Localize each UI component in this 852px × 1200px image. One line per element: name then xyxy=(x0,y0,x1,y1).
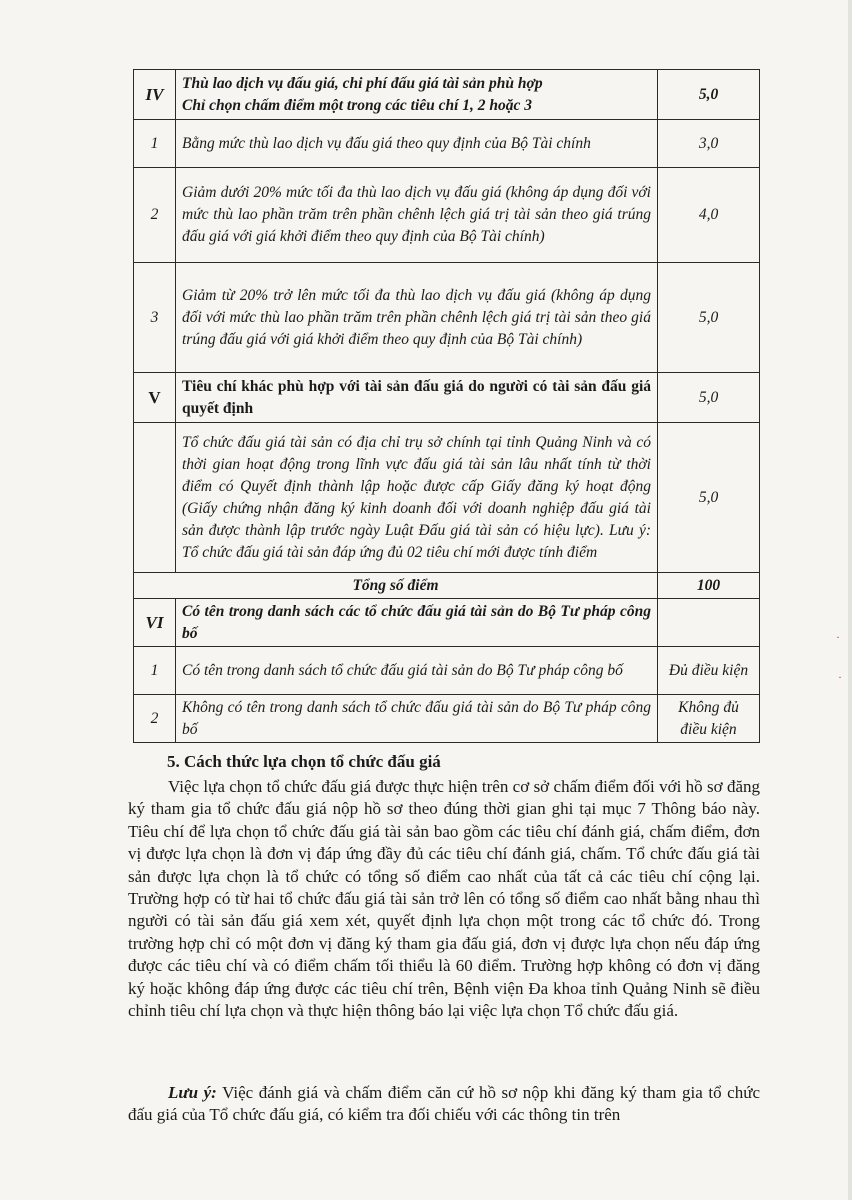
margin-speck: · xyxy=(838,670,842,684)
table-row-total xyxy=(134,573,760,599)
criterion-text: Bằng mức thù lao dịch vụ đấu giá theo quy định của Bộ Tài chính xyxy=(176,120,658,168)
total-label: Tổng số điểm xyxy=(134,573,658,599)
note-paragraph xyxy=(128,1082,760,1127)
criterion-text: Không có tên trong danh sách tổ chức đấu giá tài sản do Bộ Tư pháp công bố xyxy=(176,695,658,743)
table-row xyxy=(134,373,760,423)
criterion-score: 3,0 xyxy=(658,120,760,168)
row-number: 2 xyxy=(134,695,176,743)
row-number: IV xyxy=(134,70,176,120)
criterion-score: 5,0 xyxy=(658,70,760,120)
row-number: V xyxy=(134,373,176,423)
criterion-title xyxy=(176,70,658,120)
criterion-score: 4,0 xyxy=(658,168,760,263)
criterion-score: 5,0 xyxy=(658,423,760,573)
criterion-text: Có tên trong danh sách tổ chức đấu giá tài sản do Bộ Tư pháp công bố xyxy=(176,647,658,695)
table-row xyxy=(134,647,760,695)
section-heading: 5. Cách thức lựa chọn tổ chức đấu giá xyxy=(167,752,441,771)
criterion-heading: Thù lao dịch vụ đấu giá, chi phí đấu giá tài sản phù hợp xyxy=(182,74,543,92)
criterion-text: Giảm dưới 20% mức tối đa thù lao dịch vụ đấu giá (không áp dụng đối với mức thù lao phần trăm trên phần chênh lệch giá trị tài sản theo giá trúng đấu giá với giá khởi điểm theo quy định của Bộ Tài chính) xyxy=(176,168,658,263)
criterion-score: Không đủ điều kiện xyxy=(658,695,760,743)
criterion-score: 5,0 xyxy=(658,263,760,373)
criterion-score xyxy=(658,599,760,647)
row-number: VI xyxy=(134,599,176,647)
criterion-text: Giảm từ 20% trở lên mức tối đa thù lao dịch vụ đấu giá (không áp dụng đối với mức thù lao phần trăm trên phần chênh lệch giá trị tài sản theo giá trúng đấu giá với giá khởi điểm theo quy định của Bộ Tài chính) xyxy=(176,263,658,373)
table-row xyxy=(134,599,760,647)
criterion-subheading: Chỉ chọn chấm điểm một trong các tiêu chí 1, 2 hoặc 3 xyxy=(182,96,533,114)
criterion-score: Đủ điều kiện xyxy=(658,647,760,695)
row-number: 1 xyxy=(134,120,176,168)
row-number-empty xyxy=(134,423,176,573)
row-number: 1 xyxy=(134,647,176,695)
criterion-title: Có tên trong danh sách các tổ chức đấu giá tài sản do Bộ Tư pháp công bố xyxy=(176,599,658,647)
table-row xyxy=(134,263,760,373)
note-text: Việc đánh giá và chấm điểm căn cứ hồ sơ nộp khi đăng ký tham gia tổ chức đấu giá của Tổ chức đấu giá, có kiểm tra đối chiếu với các thông tin trên xyxy=(128,1083,760,1125)
table-row xyxy=(134,695,760,743)
table-row xyxy=(134,120,760,168)
note-label: Lưu ý: xyxy=(168,1083,217,1102)
table-row xyxy=(134,423,760,573)
table-row xyxy=(134,168,760,263)
body-paragraph: Việc lựa chọn tổ chức đấu giá được thực hiện trên cơ sở chấm điểm đối với hồ sơ đăng ký tham gia tổ chức đấu giá nộp hồ sơ theo đúng thời gian ghi tại mục 7 Thông báo này. Tiêu chí để lựa chọn tổ chức đấu giá tài sản bao gồm các tiêu chí đánh giá, chấm điểm, đơn vị được lựa chọn là đơn vị đáp ứng đầy đủ các tiêu chí đánh giá, chấm. Tổ chức đấu giá tài sản được lựa chọn là tổ chức có tổng số điểm cao nhất của tất cả các tiêu chí cộng lại. Trường hợp có từ hai tổ chức đấu giá tài sản trở lên có tổng số điểm cao nhất bằng nhau thì người có tài sản đấu giá xem xét, quyết định lựa chọn một trong các tổ chức đó. Trong trường hợp chỉ có một đơn vị đăng ký tham gia đấu giá, đơn vị được lựa chọn nếu đáp ứng được các tiêu chí và có điểm chấm tối thiểu là 60 điểm. Trường hợp không có đơn vị đăng ký hoặc không đáp ứng được các tiêu chí trên, Bệnh viện Đa khoa tỉnh Quảng Ninh sẽ điều chỉnh tiêu chí lựa chọn và thực hiện thông báo lại việc lựa chọn Tổ chức đấu giá. xyxy=(128,777,760,1021)
total-score: 100 xyxy=(658,573,760,599)
margin-speck: · xyxy=(836,630,840,644)
table-row xyxy=(134,70,760,120)
criterion-score: 5,0 xyxy=(658,373,760,423)
row-number: 3 xyxy=(134,263,176,373)
page-edge xyxy=(848,0,852,1200)
scoring-criteria-table xyxy=(133,69,760,743)
criterion-text: Tổ chức đấu giá tài sản có địa chỉ trụ sở chính tại tỉnh Quảng Ninh và có thời gian hoạt động trong lĩnh vực đấu giá tài sản lâu nhất tính từ thời điểm có Quyết định thành lập hoặc được cấp Giấy đăng ký hoạt động (Giấy chứng nhận đăng ký kinh doanh đối với doanh nghiệp đấu giá tài sản được thành lập trước ngày Luật Đấu giá tài sản có hiệu lực). Lưu ý: Tổ chức đấu giá tài sản đáp ứng đủ 02 tiêu chí mới được tính điểm xyxy=(176,423,658,573)
criterion-title: Tiêu chí khác phù hợp với tài sản đấu giá do người có tài sản đấu giá quyết định xyxy=(176,373,658,423)
row-number: 2 xyxy=(134,168,176,263)
